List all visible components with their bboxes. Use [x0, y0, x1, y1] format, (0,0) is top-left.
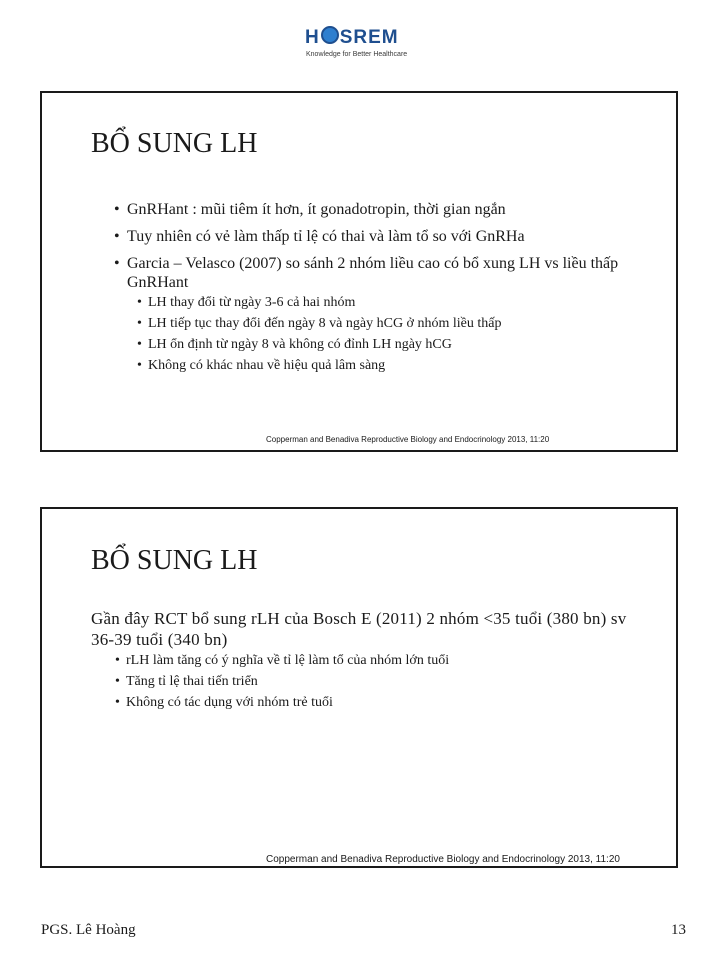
slide-1 — [40, 91, 678, 452]
list-item: • LH ổn định từ ngày 8 và không có đỉnh LH ngày hCG — [137, 336, 617, 353]
slide-2 — [40, 507, 678, 868]
slide-2-intro: Gần đây RCT bổ sung rLH của Bosch E (2011) 2 nhóm <35 tuổi (380 bn) sv 36-39 tuổi (340 bn) — [91, 609, 627, 649]
list-item: • Tuy nhiên có vẻ làm thấp tỉ lệ có thai và làm tổ so với GnRHa — [114, 227, 634, 246]
slide-1-bullet-list — [114, 200, 634, 300]
slide-1-title: BỔ SUNG LH — [91, 128, 258, 159]
slide-2-title: BỔ SUNG LH — [91, 545, 258, 576]
list-item: • Tăng tỉ lệ thai tiến triển — [115, 673, 615, 690]
slide-2-bullet-list — [115, 652, 615, 715]
list-item: • Không có khác nhau về hiệu quả lâm sàng — [137, 357, 617, 374]
hosrem-logo — [300, 26, 420, 62]
logo-wordmark: H SREM — [305, 27, 399, 48]
logo-tagline: Knowledge for Better Healthcare — [306, 51, 408, 58]
page-number: 13 — [671, 922, 686, 938]
footer-author: PGS. Lê Hoàng — [41, 922, 136, 938]
list-item: • Garcia – Velasco (2007) so sánh 2 nhóm liều cao có bổ xung LH vs liều thấp GnRHant — [114, 254, 634, 292]
list-item: • LH tiếp tục thay đổi đến ngày 8 và ngày hCG ở nhóm liều thấp — [137, 315, 617, 332]
list-item: • LH thay đổi từ ngày 3-6 cả hai nhóm — [137, 294, 617, 311]
slide-1-citation: Copperman and Benadiva Reproductive Biology and Endocrinology 2013, 11:20 — [266, 435, 550, 444]
list-item: • rLH làm tăng có ý nghĩa về tỉ lệ làm tổ của nhóm lớn tuổi — [115, 652, 615, 669]
list-item: • GnRHant : mũi tiêm ít hơn, ít gonadotropin, thời gian ngắn — [114, 200, 634, 219]
list-item: • Không có tác dụng với nhóm trẻ tuổi — [115, 694, 615, 711]
slide-1-sub-bullet-list — [137, 294, 617, 378]
globe-icon — [321, 26, 339, 44]
slide-2-citation: Copperman and Benadiva Reproductive Biology and Endocrinology 2013, 11:20 — [266, 854, 620, 865]
